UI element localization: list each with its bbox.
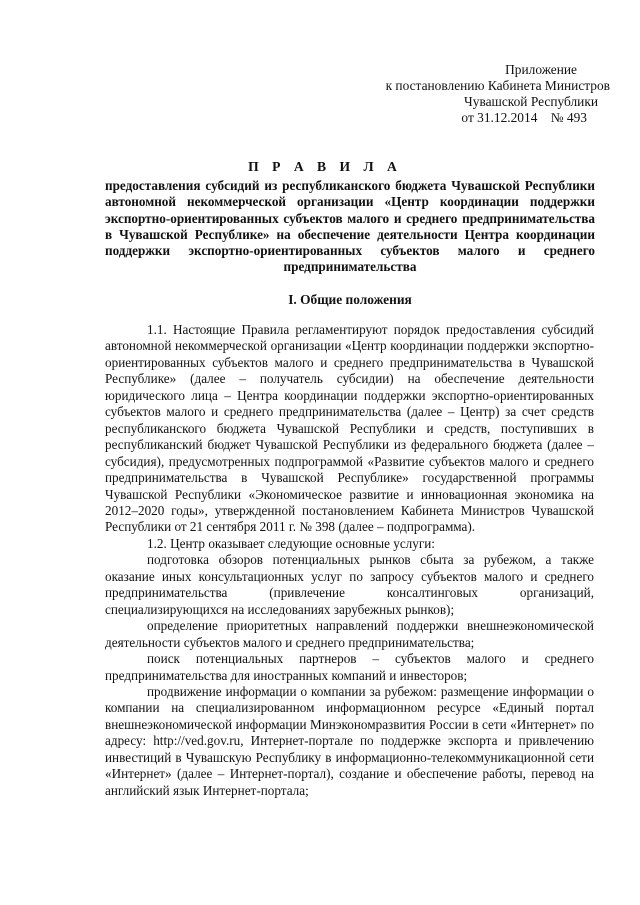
- service-item: поиск потенциальных партнеров – субъектов малого и среднего предпринимательства для иностранных компаний и инвесторов;: [105, 651, 594, 683]
- document-title: П Р А В И Л А: [248, 159, 402, 174]
- appendix-label: Приложение: [505, 62, 577, 77]
- paragraph-1-1: 1.1. Настоящие Правила регламентируют порядок предоставления субсидий автономной некоммерческой организации «Центр координации поддержки экспортно-ориентированных субъектов малого и среднего предпринимательства в Чувашской Республике» (далее – получатель субсидии) на обеспечение деятельности юридического лица – Центра координации поддержки экспортно-ориентированных субъектов малого и среднего предпринимательства (далее – Центр) за счет средств республиканского бюджета Чувашской Республики и средств, поступивших в республиканский бюджет Чувашской Республики из федерального бюджета (далее – субсидия), предусмотренных подпрограммой «Развитие субъектов малого и среднего предпринимательства в Чувашской Республике» государственной программы Чувашской Республики «Экономическое развитие и инновационная экономика на 2012–2020 годы», утвержденной постановлением Кабинета Министров Чувашской Республики от 21 сентября 2011 г. № 398 (далее – подпрограмма).: [105, 322, 594, 535]
- appendix-republic-line: Чувашской Республики: [464, 94, 598, 109]
- section-heading: I. Общие положения: [288, 292, 412, 307]
- document-body: [105, 322, 594, 799]
- appendix-date-number: от 31.12.2014 № 493: [461, 110, 587, 125]
- paragraph-1-2: 1.2. Центр оказывает следующие основные услуги:: [147, 535, 435, 551]
- service-item: определение приоритетных направлений поддержки внешнеэкономической деятельности субъектов малого и среднего предпринимательства;: [105, 618, 594, 650]
- service-item: продвижение информации о компании за рубежом: размещение информации о компании на специализированном информационном ресурсе «Единый портал внешнеэкономической информации Минэкономразвития России в сети «Интернет» по адресу: http://ved.gov.ru, Интернет-портале по поддержке экспорта и привлечению инвестиций в Чувашскую Республику в информационно-телекоммуникационной сети «Интернет» (далее – Интернет-портал), создание и обеспечение работы, перевод на английский язык Интернет-портала;: [105, 683, 594, 798]
- appendix-block: [340, 62, 610, 126]
- document-subtitle: предоставления субсидий из республиканского бюджета Чувашской Республики автономной некоммерческой организации «Центр координации поддержки экспортно-ориентированных субъектов малого и среднего предпринимательства в Чувашской Республике» на обеспечение деятельности Центра координации поддержки экспортно-ориентированных субъектов малого и среднего предпринимательства: [105, 178, 595, 275]
- appendix-resolution-line: к постановлению Кабинета Министров: [385, 78, 610, 93]
- service-item: подготовка обзоров потенциальных рынков сбыта за рубежом, а также оказание иных консультационных услуг по запросу субъектов малого и среднего предпринимательства (привлечение консалтинговых организаций, специализирующихся на исследованиях зарубежных рынков);: [105, 552, 594, 617]
